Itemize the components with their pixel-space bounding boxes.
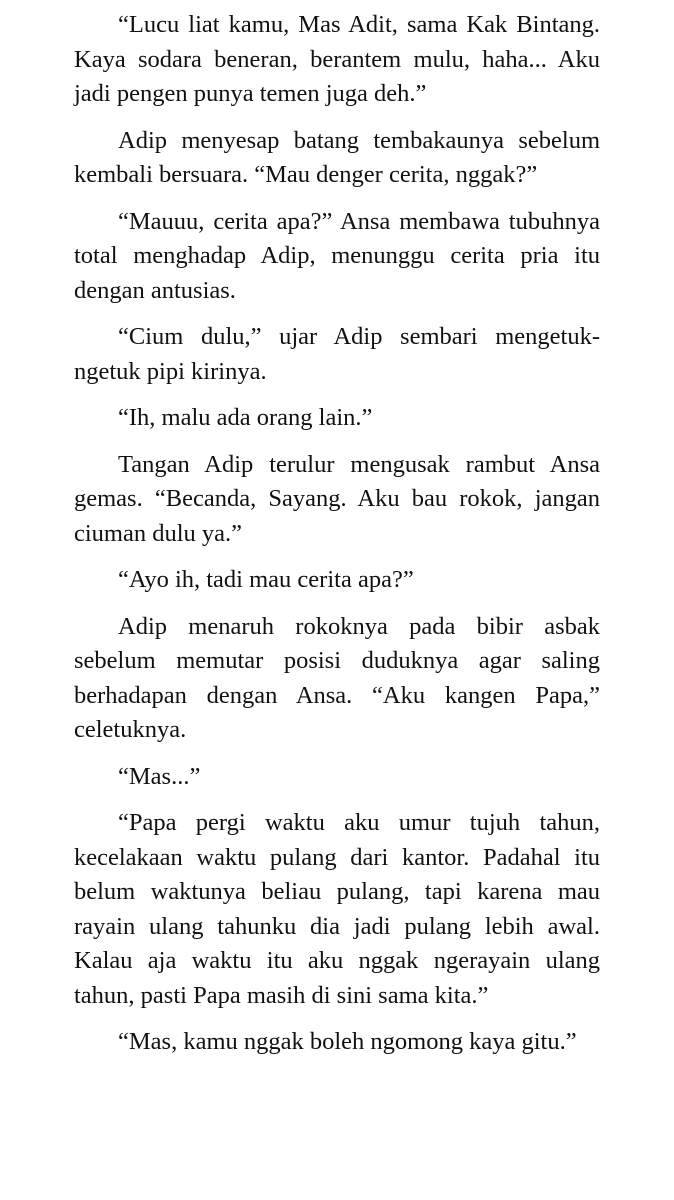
paragraph-1: “Lucu liat kamu, Mas Adit, sama Kak Bintang. Kaya sodara beneran, berantem mulu, haha... Aku jadi pengen punya temen juga deh.” xyxy=(74,11,600,107)
paragraph-11: “Mas, kamu nggak boleh ngomong kaya gitu.” xyxy=(118,1028,577,1055)
paragraph-3: “Mauuu, cerita apa?” Ansa membawa tubuhnya total menghadap Adip, menunggu cerita pria itu dengan antusias. xyxy=(74,207,600,304)
paragraph-10: “Papa pergi waktu aku umur tujuh tahun, kecelakaan waktu pulang dari kantor. Padahal itu belum waktunya beliau pulang, tapi karena mau rayain ulang tahunku dia jadi pulang lebih awal. Kalau aja waktu itu aku nggak ngerayain ulang tahun, pasti Papa masih di sini sama kita.” xyxy=(74,809,600,1009)
paragraph-9: “Mas...” xyxy=(118,762,201,790)
paragraph-2: Adip menyesap batang tembakaunya sebelum kembali bersuara. “Mau denger cerita, nggak?” xyxy=(74,126,600,188)
paragraph-4: “Cium dulu,” ujar Adip sembari mengetuk-ngetuk pipi kirinya. xyxy=(74,323,600,385)
paragraph-5: “Ih, malu ada orang lain.” xyxy=(118,404,373,431)
book-page xyxy=(74,8,600,1072)
paragraph-8: Adip menaruh rokoknya pada bibir asbak sebelum memutar posisi duduknya agar saling berhadapan dengan Ansa. “Aku kangen Papa,” celetuknya. xyxy=(74,612,600,743)
paragraph-6: Tangan Adip terulur mengusak rambut Ansa gemas. “Becanda, Sayang. Aku bau rokok, jangan ciuman dulu ya.” xyxy=(74,450,600,547)
paragraph-7: “Ayo ih, tadi mau cerita apa?” xyxy=(118,566,414,593)
